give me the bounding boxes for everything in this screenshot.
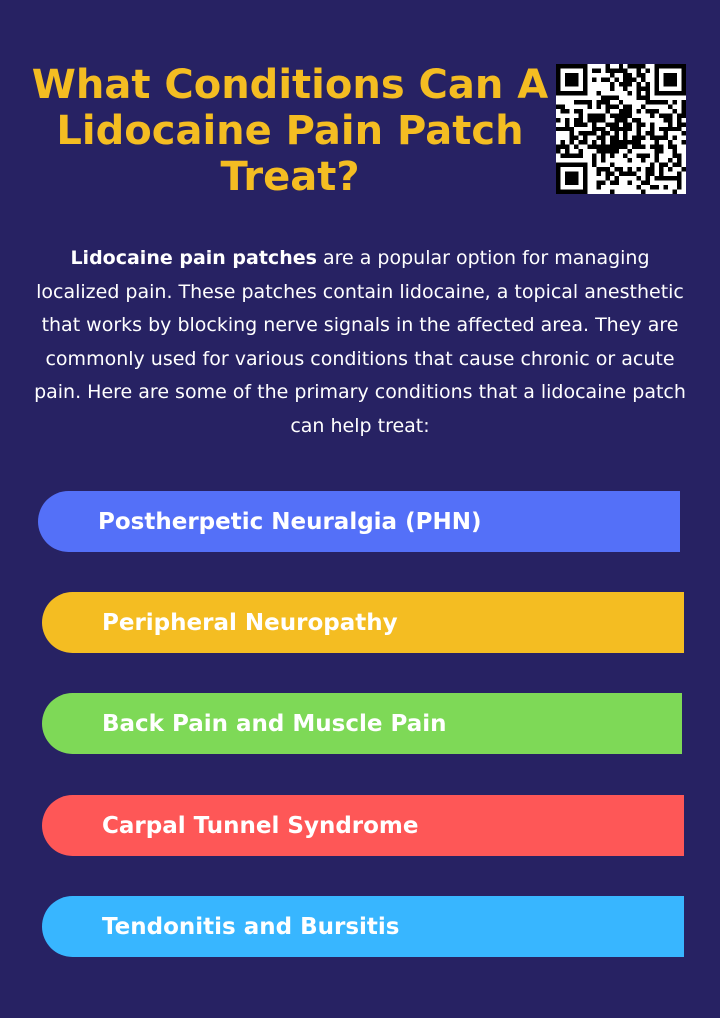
intro-paragraph — [30, 242, 690, 443]
condition-label: Back Pain and Muscle Pain — [102, 710, 447, 737]
title-line-1: What Conditions Can A — [31, 62, 549, 108]
condition-bar-peripheral-neuropathy — [42, 592, 684, 653]
condition-bar-back-pain — [42, 693, 682, 754]
condition-bar-tendonitis — [42, 896, 684, 957]
condition-label: Postherpetic Neuralgia (PHN) — [98, 508, 482, 535]
condition-label: Peripheral Neuropathy — [102, 609, 398, 636]
condition-bar-carpal-tunnel — [42, 795, 684, 856]
qr-code-icon — [556, 64, 686, 194]
title-line-2: Lidocaine Pain Patch — [56, 108, 524, 154]
title-line-3: Treat? — [220, 154, 360, 200]
condition-bar-phn — [38, 491, 680, 552]
intro-bold: Lidocaine pain patches — [70, 247, 317, 269]
page-title — [30, 62, 550, 200]
intro-text: are a popular option for managing localized pain. These patches contain lidocaine, a topical anesthetic that works by blocking nerve signals in the affected area. They are commonly used for various conditions that cause chronic or acute pain. Here are some of the primary conditions that a lidocaine patch can help treat: — [34, 247, 686, 437]
condition-label: Tendonitis and Bursitis — [102, 913, 400, 940]
qr-code[interactable] — [556, 64, 686, 194]
condition-label: Carpal Tunnel Syndrome — [102, 812, 419, 839]
